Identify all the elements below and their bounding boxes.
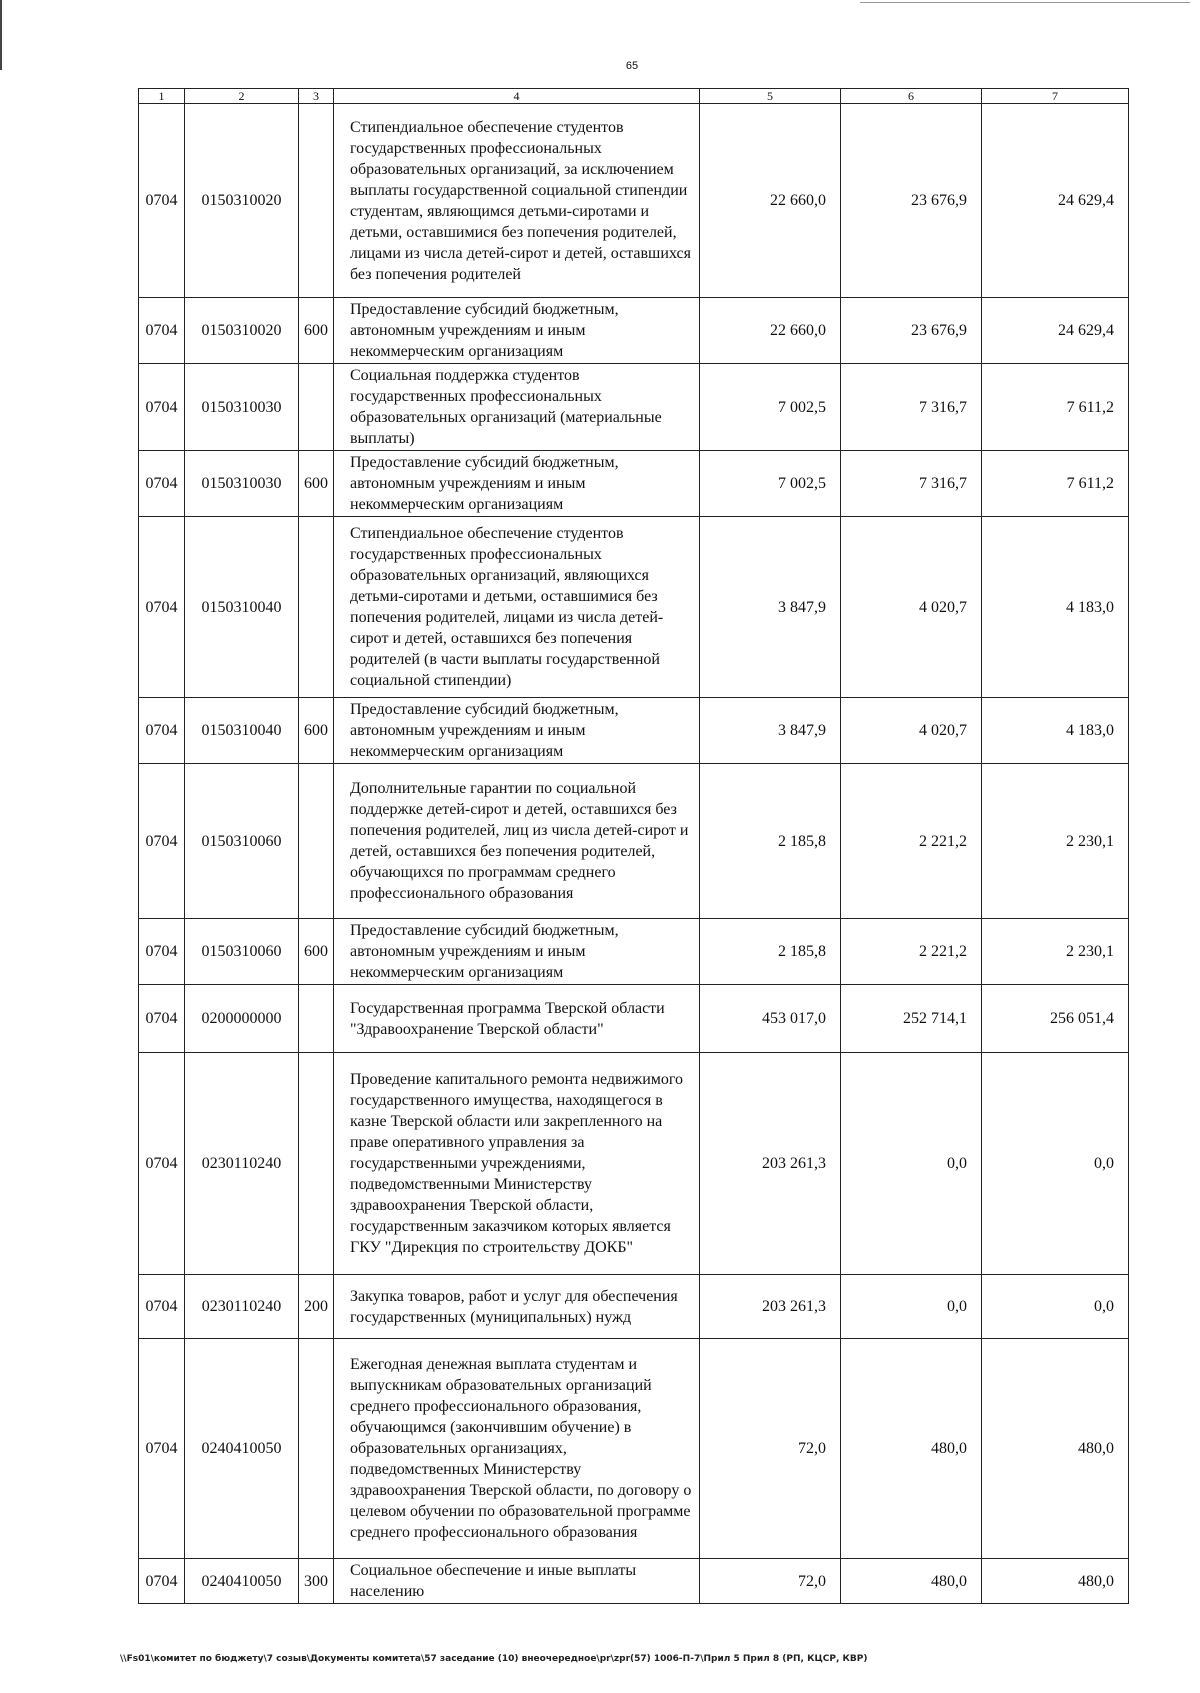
amount-col-5: 203 261,3 xyxy=(700,1275,841,1339)
row-name: Дополнительные гарантии по социальной поддержке детей-сирот и детей, оставшихся без попечения родителей, лиц из числа детей-сирот и детей, оставшихся без попечения родителей, обучающихся по программам среднего профессионального образования xyxy=(334,764,700,919)
amount-col-6: 7 316,7 xyxy=(841,451,982,517)
table-row xyxy=(139,698,1129,764)
expense-type-code: 600 xyxy=(299,298,334,364)
row-name: Предоставление субсидий бюджетным, автономным учреждениям и иным некоммерческим организациям xyxy=(334,451,700,517)
amount-col-6: 23 676,9 xyxy=(841,298,982,364)
header-col-1: 1 xyxy=(139,89,185,104)
section-code: 0704 xyxy=(139,1275,185,1339)
row-name: Стипендиальное обеспечение студентов государственных профессиональных образовательных организаций, являющихся детьми-сиротами и детьми, оставшимися без попечения родителей, лицами из числа детей-сирот и детей, оставшихся без попечения родителей (в части выплаты государственной социальной стипендии) xyxy=(334,517,700,698)
expense-type-code xyxy=(299,764,334,919)
section-code: 0704 xyxy=(139,517,185,698)
amount-col-6: 7 316,7 xyxy=(841,364,982,451)
table-row xyxy=(139,1559,1129,1604)
amount-col-5: 2 185,8 xyxy=(700,764,841,919)
amount-col-5: 7 002,5 xyxy=(700,451,841,517)
row-name: Социальное обеспечение и иные выплаты населению xyxy=(334,1559,700,1604)
target-article-code: 0230110240 xyxy=(185,1053,299,1275)
amount-col-7: 24 629,4 xyxy=(982,104,1129,298)
section-code: 0704 xyxy=(139,985,185,1053)
amount-col-5: 22 660,0 xyxy=(700,298,841,364)
expense-type-code xyxy=(299,104,334,298)
row-name: Стипендиальное обеспечение студентов государственных профессиональных образовательных организаций, за исключением выплаты государственной социальной стипендии студентам, являющимся детьми-сиротами и детьми, оставшимися без попечения родителей, лицами из числа детей-сирот и детей, оставшихся без попечения родителей xyxy=(334,104,700,298)
section-code: 0704 xyxy=(139,1339,185,1559)
amount-col-6: 480,0 xyxy=(841,1339,982,1559)
row-name: Предоставление субсидий бюджетным, автономным учреждениям и иным некоммерческим организациям xyxy=(334,298,700,364)
target-article-code: 0230110240 xyxy=(185,1275,299,1339)
amount-col-5: 453 017,0 xyxy=(700,985,841,1053)
expense-type-code: 600 xyxy=(299,451,334,517)
section-code: 0704 xyxy=(139,919,185,985)
amount-col-7: 480,0 xyxy=(982,1559,1129,1604)
header-col-3: 3 xyxy=(299,89,334,104)
table-header-row xyxy=(139,89,1129,104)
row-name: Проведение капитального ремонта недвижимого государственного имущества, находящегося в казне Тверской области или закрепленного на праве оперативного управления за государственными учреждениями, подведомственными Министерству здравоохранения Тверской области, государственным заказчиком которых является ГКУ "Дирекция по строительству ДОКБ" xyxy=(334,1053,700,1275)
amount-col-5: 72,0 xyxy=(700,1339,841,1559)
amount-col-6: 4 020,7 xyxy=(841,517,982,698)
amount-col-5: 203 261,3 xyxy=(700,1053,841,1275)
expense-type-code: 600 xyxy=(299,919,334,985)
expense-type-code: 600 xyxy=(299,698,334,764)
amount-col-5: 3 847,9 xyxy=(700,517,841,698)
amount-col-5: 3 847,9 xyxy=(700,698,841,764)
budget-table xyxy=(138,88,1129,1604)
target-article-code: 0150310040 xyxy=(185,517,299,698)
row-name: Ежегодная денежная выплата студентам и выпускникам образовательных организаций среднего профессионального образования, обучающимся (закончившим обучение) в образовательных организациях, подведомственных Министерству здравоохранения Тверской области, по договору о целевом обучении по образовательной программе среднего профессионального образования xyxy=(334,1339,700,1559)
target-article-code: 0150310040 xyxy=(185,698,299,764)
target-article-code: 0240410050 xyxy=(185,1339,299,1559)
table-row xyxy=(139,1339,1129,1559)
amount-col-7: 0,0 xyxy=(982,1053,1129,1275)
amount-col-6: 4 020,7 xyxy=(841,698,982,764)
amount-col-7: 4 183,0 xyxy=(982,517,1129,698)
target-article-code: 0150310060 xyxy=(185,764,299,919)
row-name: Предоставление субсидий бюджетным, автономным учреждениям и иным некоммерческим организациям xyxy=(334,698,700,764)
section-code: 0704 xyxy=(139,764,185,919)
amount-col-7: 4 183,0 xyxy=(982,698,1129,764)
amount-col-7: 480,0 xyxy=(982,1339,1129,1559)
amount-col-6: 252 714,1 xyxy=(841,985,982,1053)
table-row xyxy=(139,298,1129,364)
target-article-code: 0150310060 xyxy=(185,919,299,985)
amount-col-7: 0,0 xyxy=(982,1275,1129,1339)
amount-col-7: 256 051,4 xyxy=(982,985,1129,1053)
amount-col-5: 7 002,5 xyxy=(700,364,841,451)
amount-col-5: 72,0 xyxy=(700,1559,841,1604)
row-name: Социальная поддержка студентов государственных профессиональных образовательных организаций (материальные выплаты) xyxy=(334,364,700,451)
amount-col-6: 480,0 xyxy=(841,1559,982,1604)
expense-type-code xyxy=(299,1053,334,1275)
target-article-code: 0200000000 xyxy=(185,985,299,1053)
expense-type-code: 300 xyxy=(299,1559,334,1604)
target-article-code: 0150310020 xyxy=(185,104,299,298)
target-article-code: 0150310020 xyxy=(185,298,299,364)
section-code: 0704 xyxy=(139,298,185,364)
header-col-7: 7 xyxy=(982,89,1129,104)
table-row xyxy=(139,919,1129,985)
target-article-code: 0240410050 xyxy=(185,1559,299,1604)
table-row xyxy=(139,364,1129,451)
table-row xyxy=(139,1053,1129,1275)
row-name: Закупка товаров, работ и услуг для обеспечения государственных (муниципальных) нужд xyxy=(334,1275,700,1339)
amount-col-6: 2 221,2 xyxy=(841,764,982,919)
section-code: 0704 xyxy=(139,698,185,764)
section-code: 0704 xyxy=(139,1559,185,1604)
footer-file-path: \\Fs01\комитет по бюджету\7 созыв\Документы комитета\57 заседание (10) внеочередное\pr\zpr(57) 1006-П-7\Прил 5 Прил 8 (РП, КЦСР, КВР) xyxy=(120,1654,868,1664)
section-code: 0704 xyxy=(139,451,185,517)
amount-col-6: 23 676,9 xyxy=(841,104,982,298)
expense-type-code xyxy=(299,364,334,451)
page-number: 65 xyxy=(625,60,639,72)
amount-col-6: 0,0 xyxy=(841,1053,982,1275)
table-row xyxy=(139,985,1129,1053)
table-row xyxy=(139,1275,1129,1339)
section-code: 0704 xyxy=(139,364,185,451)
amount-col-5: 2 185,8 xyxy=(700,919,841,985)
target-article-code: 0150310030 xyxy=(185,364,299,451)
expense-type-code xyxy=(299,985,334,1053)
section-code: 0704 xyxy=(139,104,185,298)
amount-col-7: 2 230,1 xyxy=(982,764,1129,919)
table-row xyxy=(139,451,1129,517)
amount-col-7: 24 629,4 xyxy=(982,298,1129,364)
header-col-2: 2 xyxy=(185,89,299,104)
header-col-6: 6 xyxy=(841,89,982,104)
amount-col-7: 7 611,2 xyxy=(982,364,1129,451)
section-code: 0704 xyxy=(139,1053,185,1275)
row-name: Государственная программа Тверской области "Здравоохранение Тверской области" xyxy=(334,985,700,1053)
amount-col-7: 2 230,1 xyxy=(982,919,1129,985)
table-row xyxy=(139,517,1129,698)
expense-type-code xyxy=(299,517,334,698)
amount-col-7: 7 611,2 xyxy=(982,451,1129,517)
amount-col-6: 2 221,2 xyxy=(841,919,982,985)
target-article-code: 0150310030 xyxy=(185,451,299,517)
expense-type-code: 200 xyxy=(299,1275,334,1339)
amount-col-6: 0,0 xyxy=(841,1275,982,1339)
row-name: Предоставление субсидий бюджетным, автономным учреждениям и иным некоммерческим организациям xyxy=(334,919,700,985)
header-col-5: 5 xyxy=(700,89,841,104)
table-row xyxy=(139,764,1129,919)
scan-edge-top xyxy=(860,2,1190,3)
amount-col-5: 22 660,0 xyxy=(700,104,841,298)
header-col-4: 4 xyxy=(334,89,700,104)
expense-type-code xyxy=(299,1339,334,1559)
table-row xyxy=(139,104,1129,298)
